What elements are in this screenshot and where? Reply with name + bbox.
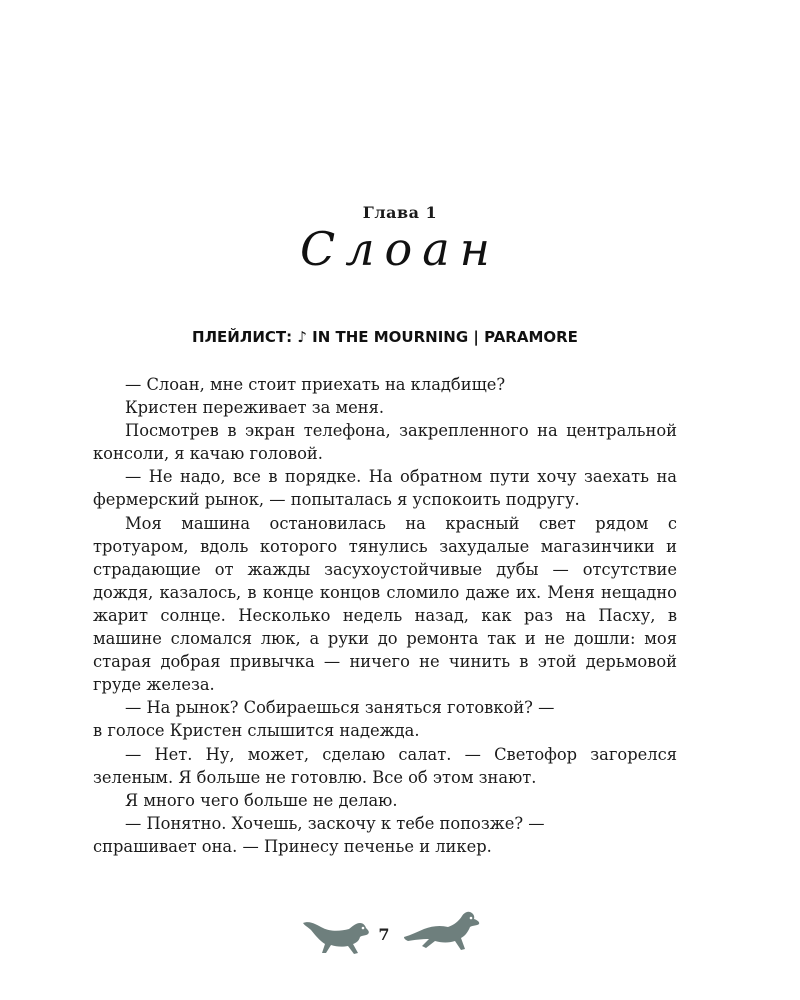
paragraph: — Понятно. Хочешь, заскочу к тебе попозже? — (125, 813, 545, 833)
dog-right-icon (402, 905, 482, 955)
paragraph: — Не надо, все в порядке. На обратном пути хочу заехать на фермерский рынок, — попыталась я успокоить подругу. (93, 467, 677, 510)
paragraph: — Нет. Ну, может, сделаю салат. — Светофор загорелся зеленым. Я больше не готовлю. Все об этом знают. (93, 744, 677, 787)
dog-left-icon (300, 913, 372, 957)
paragraph: Посмотрев в экран телефона, закрепленного на центральной консоли, я качаю головой. (93, 421, 677, 464)
paragraph: спрашивает она. — Принесу печенье и ликер. (93, 836, 492, 856)
playlist-line: ПЛЕЙЛИСТ: ♪ IN THE MOURNING | PARAMORE (192, 328, 578, 346)
chapter-number: Глава 1 (362, 203, 438, 222)
paragraph: — Слоан, мне стоит приехать на кладбище? (125, 375, 506, 394)
paragraph: Я много чего больше не делаю. (125, 790, 398, 810)
page-number: 7 (378, 925, 390, 944)
paragraph: — На рынок? Собираешься заняться готовкой? — (125, 698, 555, 718)
chapter-title: Слоан (300, 222, 500, 276)
paragraph: Моя машина остановилась на красный свет рядом с тротуаром, вдоль которого тянулись захудалые магазинчики и страдающие от жажды засухоустойчивые дубы — отсутствие дождя, казалось, в конце концов сломило даже их. Меня нещадно жарит солнце. Несколько недель назад, как раз на Пасху, в машине сломался люк, а руки до ремонта так и не дошли: моя старая добрая привычка — ничего не чинить в этой дерьмовой груде железа. (93, 513, 677, 695)
paragraph: Кристен переживает за меня. (125, 398, 385, 418)
body-text (93, 373, 677, 858)
paragraph: в голосе Кристен слышится надежда. (93, 721, 420, 741)
page-footer (0, 905, 800, 965)
